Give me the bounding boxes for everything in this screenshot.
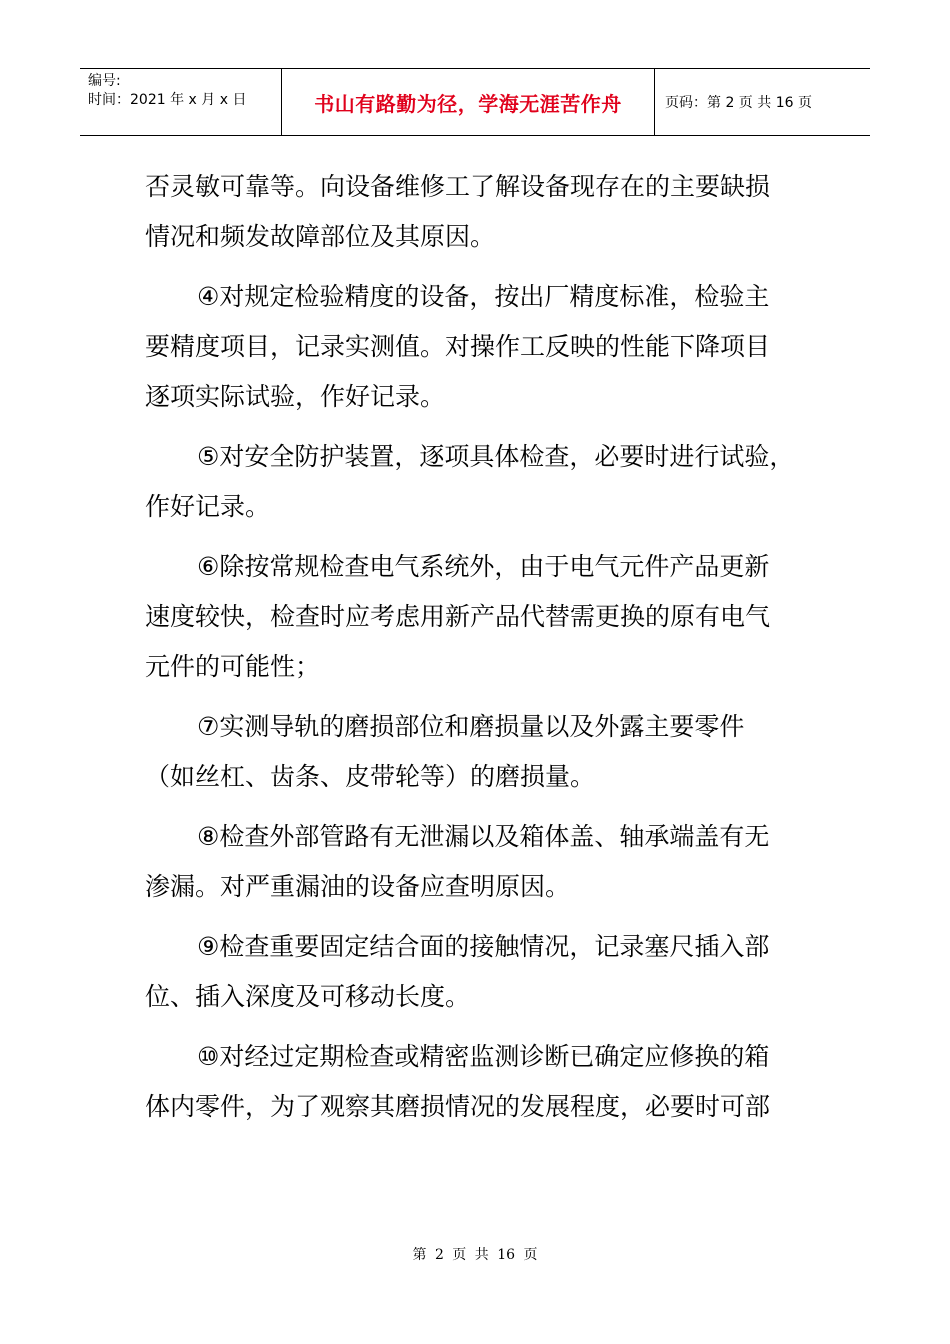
page-label: 页码：第 2 页 共 16 页 [665,95,812,111]
paragraph-line: 作好记录。 [145,492,271,521]
paragraph-line: 元件的可能性； [145,652,321,681]
paragraph [145,272,820,422]
paragraph-line: 情况和频发故障部位及其原因。 [145,222,496,251]
paragraph-line: 速度较快，检查时应考虑用新产品代替需更换的原有电气 [145,602,771,631]
motto-text: 书山有路勤为径，学海无涯苦作舟 [314,91,622,116]
paragraph [145,922,820,1022]
paragraph-line: 否灵敏可靠等。向设备维修工了解设备现存在的主要缺损 [145,172,771,201]
paragraph-line: 逐项实际试验，作好记录。 [145,382,446,411]
paragraph-line: （如丝杠、齿条、皮带轮等）的磨损量。 [145,762,596,791]
paragraph [145,702,820,802]
paragraph-line: ⑨检查重要固定结合面的接触情况，记录塞尺插入部 [197,932,770,961]
paragraph-line: ⑩对经过定期检查或精密监测诊断已确定应修换的箱 [197,1042,770,1071]
header-meta-cell [80,69,282,135]
paragraph-line: 渗漏。对严重漏油的设备应查明原因。 [145,872,571,901]
paragraph-line: 要精度项目，记录实测值。对操作工反映的性能下降项目 [145,332,771,361]
paragraph [145,162,820,262]
paragraph [145,542,820,692]
paragraph-line: ④对规定检验精度的设备，按出厂精度标准，检验主 [197,282,770,311]
header-motto-cell [282,69,655,135]
document-body [145,162,820,1142]
paragraph-line: 体内零件，为了观察其磨损情况的发展程度，必要时可部 [145,1092,771,1121]
page-footer: 第 2 页 共 16 页 [412,1247,538,1263]
paragraph-line: ⑥除按常规检查电气系统外，由于电气元件产品更新 [197,552,770,581]
paragraph-line: 位、插入深度及可移动长度。 [145,982,471,1011]
paragraph [145,432,820,532]
paragraph [145,1032,820,1132]
paragraph-line: ⑧检查外部管路有无泄漏以及箱体盖、轴承端盖有无 [197,822,770,851]
paragraph-line: ⑦实测导轨的磨损部位和磨损量以及外露主要零件 [197,712,745,741]
number-label: 编号: [88,73,121,89]
paragraph-line: ⑤对安全防护装置，逐项具体检查，必要时进行试验， [197,442,795,471]
document-header [80,68,870,136]
paragraph [145,812,820,912]
date-label: 时间：2021 年 x 月 x 日 [88,92,247,108]
header-page-cell [655,69,870,135]
